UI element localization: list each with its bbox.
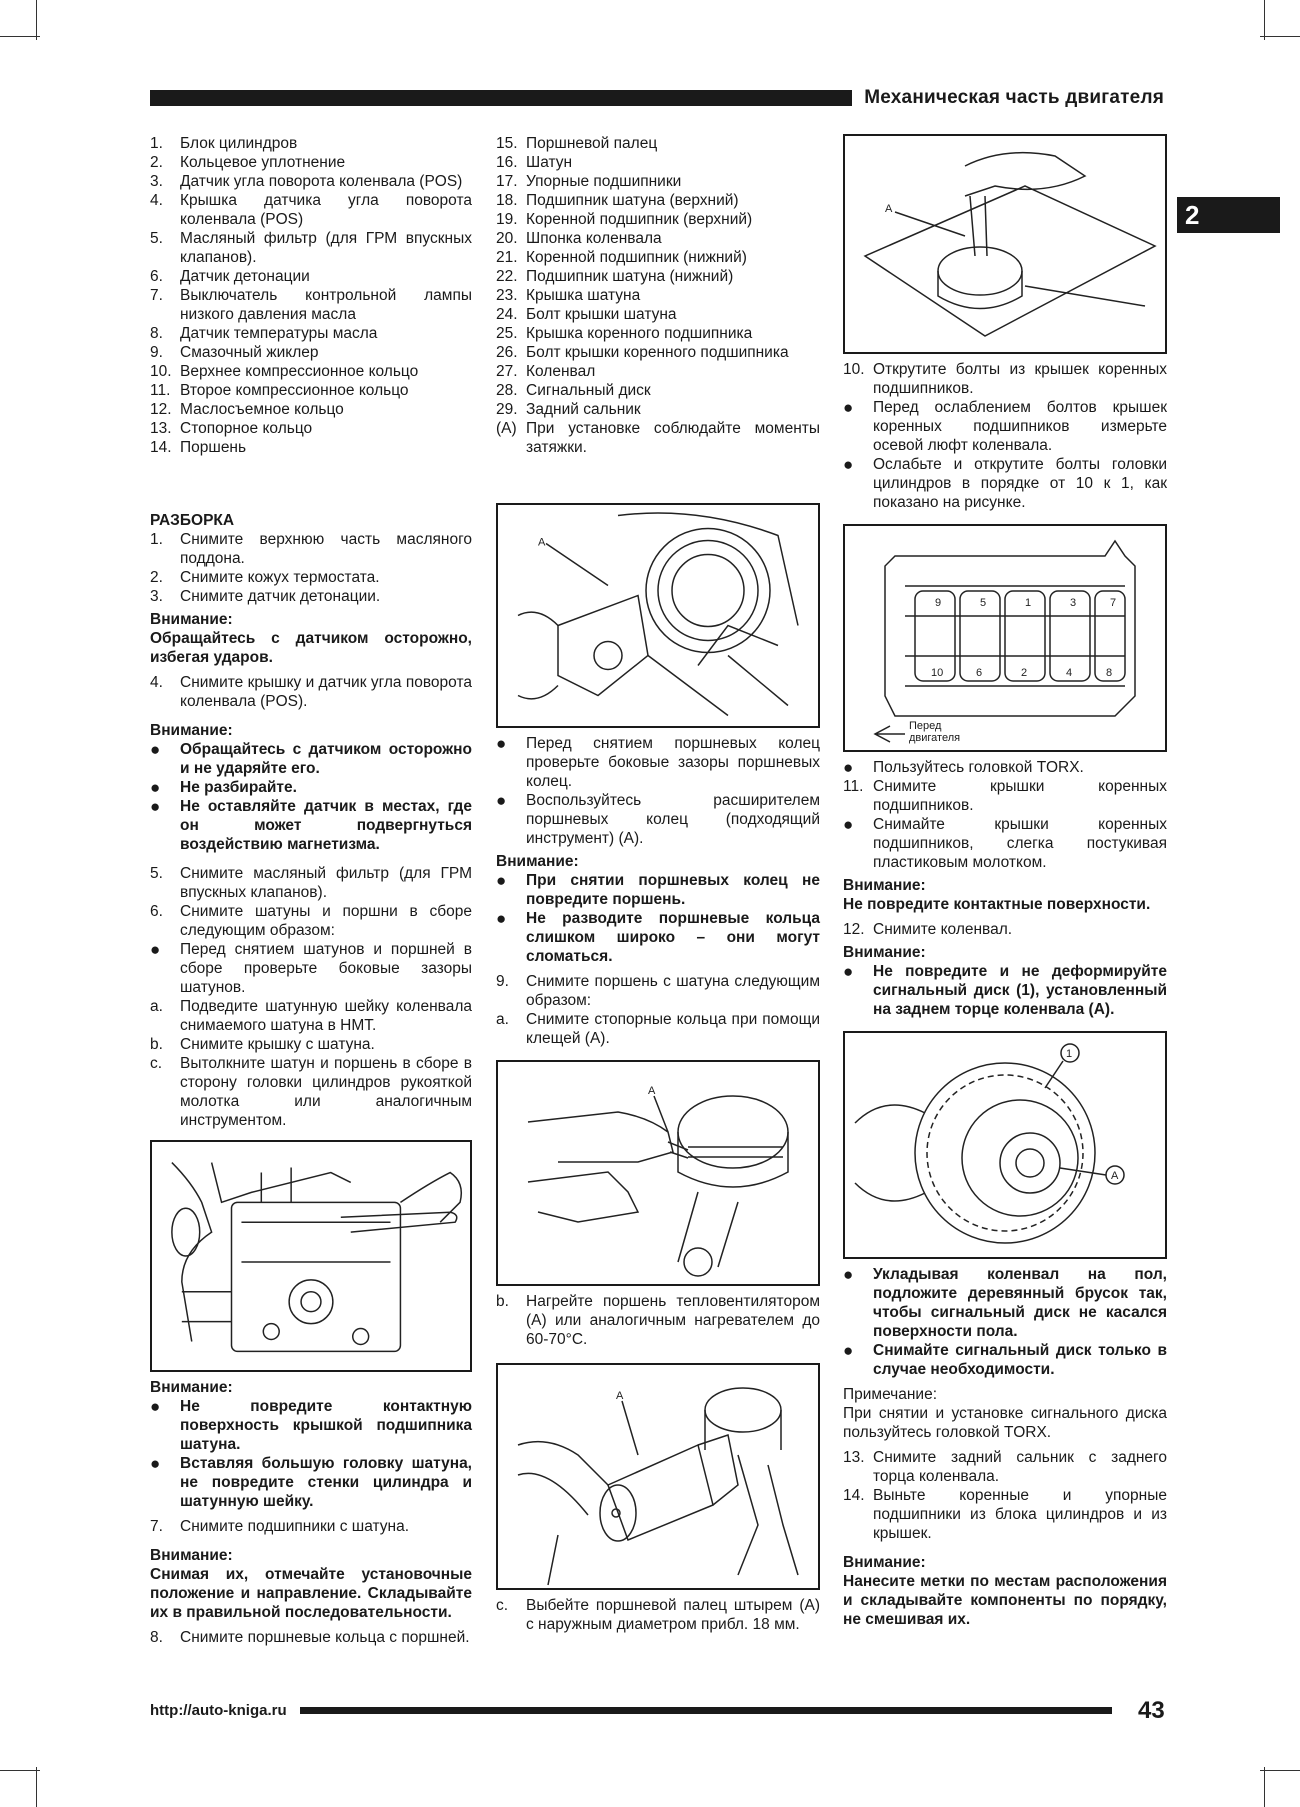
list-item: 26. Болт крышки коренного подшипника <box>496 344 789 361</box>
list-item: 8. Датчик температуры масла <box>150 325 378 342</box>
step-item: 10. Открутите болты из крышек коренных подшипников. <box>843 361 1167 397</box>
bullet-icon: ● <box>843 815 854 834</box>
steps-list <box>150 530 472 606</box>
bullet-item: ● Не разводите поршневые кольца слишком широко – они могут сломаться. <box>496 909 820 965</box>
list-item: 11. Второе компрессионное кольцо <box>150 382 409 399</box>
list-item: 22. Подшипник шатуна (нижний) <box>496 268 734 285</box>
footer-url-link[interactable]: http://auto-kniga.ru <box>150 1702 293 1719</box>
list-item: 5. Масляный фильтр (для ГРМ впускных клапанов). <box>150 230 472 266</box>
list-item: 7. Выключатель контрольной лампы низкого давления масла <box>150 287 472 323</box>
bullet-icon: ● <box>843 398 854 417</box>
warning-label: Внимание: <box>496 853 579 870</box>
bullet-icon: ● <box>496 791 507 810</box>
crop-mark <box>36 1767 37 1807</box>
column-2 <box>496 134 820 1634</box>
list-item: 10. Верхнее компрессионное кольцо <box>150 363 419 380</box>
bullet-item: ● Перед ослаблением болтов крышек коренных подшипников измерьте осевой люфт коленвала. <box>843 398 1167 454</box>
step-item: 12. Снимите коленвал. <box>843 921 1013 938</box>
figure-callout-1: 1 <box>1066 1048 1073 1060</box>
list-item: c. Вытолкните шатун и поршень в сборе в сторону головки цилиндров рукояткой молотка или аналогичным инструментом. <box>150 1055 472 1129</box>
warning-text: Не повредите контактные поверхности. <box>843 896 1151 913</box>
bullet-icon: ● <box>843 1265 854 1284</box>
bolt-order-number: 3 <box>1070 597 1077 609</box>
bullet-item: ● Не оставляйте датчик в местах, где он может подвергнуться воздействию магнетизма. <box>150 797 472 853</box>
crop-mark <box>0 36 40 37</box>
figure-callout-a: A <box>885 203 893 215</box>
bullet-icon: ● <box>150 940 161 959</box>
bullet-icon: ● <box>150 1454 161 1473</box>
bullets-list <box>496 734 820 848</box>
bullet-item: ● Не повредите и не деформируйте сигнальный диск (1), установленный на заднем торце коленвала (A). <box>843 962 1167 1018</box>
list-item: 24. Болт крышки шатуна <box>496 306 677 323</box>
parts-list-a <box>150 134 472 457</box>
warning-text: Снимая их, отмечайте установочные положение и направление. Складывайте их в правильной последовательности. <box>150 1566 472 1621</box>
figure-front-label: Перед двигателя <box>909 720 961 744</box>
crop-mark <box>1264 0 1265 40</box>
bullets-list <box>843 398 1167 512</box>
sub-steps-list <box>150 997 472 1130</box>
bullet-icon: ● <box>150 797 161 816</box>
steps-list <box>843 1448 1167 1543</box>
step-item: 8. Снимите поршневые кольца с поршней. <box>150 1629 470 1646</box>
note-label: Примечание: <box>843 1386 938 1403</box>
bullet-icon: ● <box>496 871 507 890</box>
warning-text: Обращайтесь с датчиком осторожно, избегая ударов. <box>150 630 472 666</box>
list-item: 1. Блок цилиндров <box>150 135 298 152</box>
parts-list-b <box>496 134 820 457</box>
bullet-item: ● Воспользуйтесь расширителем поршневых колец (подходящий инструмент) (A). <box>496 791 820 847</box>
note-text: При снятии и установке сигнального диска пользуйтесь головкой TORX. <box>843 1405 1167 1441</box>
list-item: 20. Шпонка коленвала <box>496 230 662 247</box>
bolt-order-number: 1 <box>1025 597 1032 609</box>
bullet-item: ● При снятии поршневых колец не повредите поршень. <box>496 871 820 908</box>
list-item: 14. Выньте коренные и упорные подшипники из блока цилиндров и из крышек. <box>843 1487 1167 1542</box>
figure-ring-expander <box>496 503 820 728</box>
list-item: 16. Шатун <box>496 154 573 171</box>
list-item: 15. Поршневой палец <box>496 135 658 152</box>
sub-step-item: a. Снимите стопорные кольца при помощи клещей (A). <box>496 1011 820 1047</box>
bullet-item: ● Вставляя большую головку шатуна, не повредите стенки цилиндра и шатунную шейку. <box>150 1454 472 1510</box>
figure-callout-a: A <box>538 536 546 549</box>
warning-label: Внимание: <box>843 877 926 894</box>
heater-illustration <box>498 1365 818 1588</box>
list-item: 19. Коренной подшипник (верхний) <box>496 211 753 228</box>
warning-label: Внимание: <box>150 1547 233 1564</box>
bolt-order-number: 8 <box>1106 667 1113 679</box>
list-item: 9. Смазочный жиклер <box>150 344 319 361</box>
sub-step-item: b. Нагрейте поршень тепловентилятором (A) или аналогичным нагревателем до 60-70°C. <box>496 1293 820 1348</box>
step-item: 9. Снимите поршень с шатуна следующим образом: <box>496 973 820 1009</box>
bullet-item: ● Ослабьте и открутите болты головки цилиндров в порядке от 10 к 1, как показано на рисунке. <box>843 455 1167 511</box>
list-item: 3. Датчик угла поворота коленвала (POS) <box>150 173 463 190</box>
warning-label: Внимание: <box>150 611 233 628</box>
chapter-tab: 2 <box>1177 197 1280 233</box>
bolt-order-number: 6 <box>976 667 983 679</box>
list-item: 29. Задний сальник <box>496 401 641 418</box>
list-item: a. Подведите шатунную шейку коленвала снимаемого шатуна в НМТ. <box>150 998 472 1034</box>
bullet-item: ● Снимайте сигнальный диск только в случае необходимости. <box>843 1341 1167 1378</box>
list-item: 23. Крышка шатуна <box>496 287 641 304</box>
bullet-icon: ● <box>843 455 854 474</box>
warning-text: Нанесите метки по местам расположения и складывайте компоненты по порядку, не смешивая их. <box>843 1573 1167 1628</box>
column-3 <box>843 134 1167 1629</box>
crop-mark <box>1260 36 1300 37</box>
bolt-order-number: 10 <box>931 667 944 679</box>
bolt-order-number: 2 <box>1021 667 1028 679</box>
bolt-order-number: 4 <box>1066 667 1073 679</box>
bolt-order-number: 7 <box>1110 597 1117 609</box>
list-item: 17. Упорные подшипники <box>496 173 682 190</box>
list-item: 25. Крышка коренного подшипника <box>496 325 753 342</box>
bullet-icon: ● <box>843 758 854 777</box>
warning-bullets <box>496 871 820 966</box>
bullet-icon: ● <box>496 734 507 753</box>
list-item: 2. Снимите кожух термостата. <box>150 569 380 586</box>
bolt-order-number: 9 <box>935 597 942 609</box>
sub-step-item: c. Выбейте поршневой палец штырем (A) с наружным диаметром прибл. 18 мм. <box>496 1597 820 1633</box>
bolt-order-diagram <box>845 526 1165 750</box>
bullet-item: ● Перед снятием поршневых колец проверьте боковые зазоры поршневых колец. <box>496 734 820 790</box>
list-item: (A) При установке соблюдайте моменты затяжки. <box>496 420 820 456</box>
list-item: 2. Кольцевое уплотнение <box>150 154 346 171</box>
piston-pin-punch-illustration <box>845 136 1165 352</box>
figure-callout-a: A <box>648 1085 656 1097</box>
list-item: 6. Датчик детонации <box>150 268 310 285</box>
list-item: 4. Крышка датчика угла поворота коленвала (POS) <box>150 192 472 228</box>
conrod-removal-illustration <box>152 1142 470 1370</box>
list-item: 13. Стопорное кольцо <box>150 420 313 437</box>
bullet-item: ● Перед снятием шатунов и поршней в сборе проверьте боковые зазоры шатунов. <box>150 940 472 996</box>
step-item: 7. Снимите подшипники с шатуна. <box>150 1518 410 1535</box>
bullet-icon: ● <box>496 909 507 928</box>
warning-label: Внимание: <box>150 1379 233 1396</box>
warning-label: Внимание: <box>843 1554 926 1571</box>
warning-label: Внимание: <box>150 722 233 739</box>
warning-bullets <box>843 1265 1167 1379</box>
bullet-item: ● Укладывая коленвал на пол, подложите деревянный брусок так, чтобы сигнальный диск не касался поверхности пола. <box>843 1265 1167 1340</box>
crop-mark <box>0 1770 40 1771</box>
figure-callout-a: A <box>1111 1170 1119 1182</box>
bullet-icon: ● <box>843 1341 854 1360</box>
ring-expander-illustration <box>498 505 818 726</box>
page-number: 43 <box>1138 1697 1165 1724</box>
crop-mark <box>36 0 37 40</box>
bullet-icon: ● <box>150 1397 161 1416</box>
crop-mark <box>1260 1770 1300 1771</box>
page-header-title: Механическая часть двигателя <box>852 86 1164 110</box>
steps-list <box>150 864 472 940</box>
bullet-item: ● Снимайте крышки коренных подшипников, слегка постукивая пластиковым молотком. <box>843 815 1167 871</box>
snap-ring-pliers-illustration <box>498 1062 818 1284</box>
bolt-order-number: 5 <box>980 597 987 609</box>
figure-conrod-removal <box>150 1140 472 1372</box>
footer-bar <box>300 1707 1112 1714</box>
figure-piston-pin-punch <box>843 134 1167 354</box>
bullet-item: ● Не разбирайте. <box>150 778 297 797</box>
list-item: 28. Сигнальный диск <box>496 382 651 399</box>
list-item: 6. Снимите шатуны и поршни в сборе следующим образом: <box>150 903 472 939</box>
figure-signal-disc <box>843 1031 1167 1259</box>
bullet-icon: ● <box>843 962 854 981</box>
list-item: b. Снимите крышку с шатуна. <box>150 1036 375 1053</box>
bullet-icon: ● <box>150 740 161 759</box>
column-1 <box>150 134 472 1647</box>
warning-label: Внимание: <box>843 944 926 961</box>
figure-callout-a: A <box>616 1390 624 1402</box>
list-item: 13. Снимите задний сальник с заднего торца коленвала. <box>843 1449 1167 1485</box>
signal-disc-illustration <box>845 1033 1165 1257</box>
warning-bullets <box>150 1397 472 1511</box>
list-item: 3. Снимите датчик детонации. <box>150 588 381 605</box>
list-item: 5. Снимите масляный фильтр (для ГРМ впускных клапанов). <box>150 865 472 901</box>
figure-snap-ring-pliers <box>496 1060 820 1286</box>
figure-heater <box>496 1363 820 1590</box>
bullet-item: ● Обращайтесь с датчиком осторожно и не ударяйте его. <box>150 740 472 777</box>
list-item: 14. Поршень <box>150 439 247 456</box>
list-item: 1. Снимите верхнюю часть масляного поддона. <box>150 531 472 567</box>
list-item: 12. Маслосъемное кольцо <box>150 401 344 418</box>
warning-bullets <box>150 740 472 854</box>
crop-mark <box>1264 1767 1265 1807</box>
list-item: 27. Коленвал <box>496 363 596 380</box>
bullet-icon: ● <box>150 778 161 797</box>
step-item: 11. Снимите крышки коренных подшипников. <box>843 778 1167 814</box>
section-heading-disassembly: РАЗБОРКА <box>150 512 235 529</box>
bullet-item: ● Пользуйтесь головкой TORX. <box>843 758 1084 777</box>
bullet-item: ● Не повредите контактную поверхность крышкой подшипника шатуна. <box>150 1397 472 1453</box>
list-item: 18. Подшипник шатуна (верхний) <box>496 192 739 209</box>
list-item: 21. Коренной подшипник (нижний) <box>496 249 747 266</box>
step-item: 4. Снимите крышку и датчик угла поворота коленвала (POS). <box>150 674 472 710</box>
figure-bolt-order <box>843 524 1167 752</box>
